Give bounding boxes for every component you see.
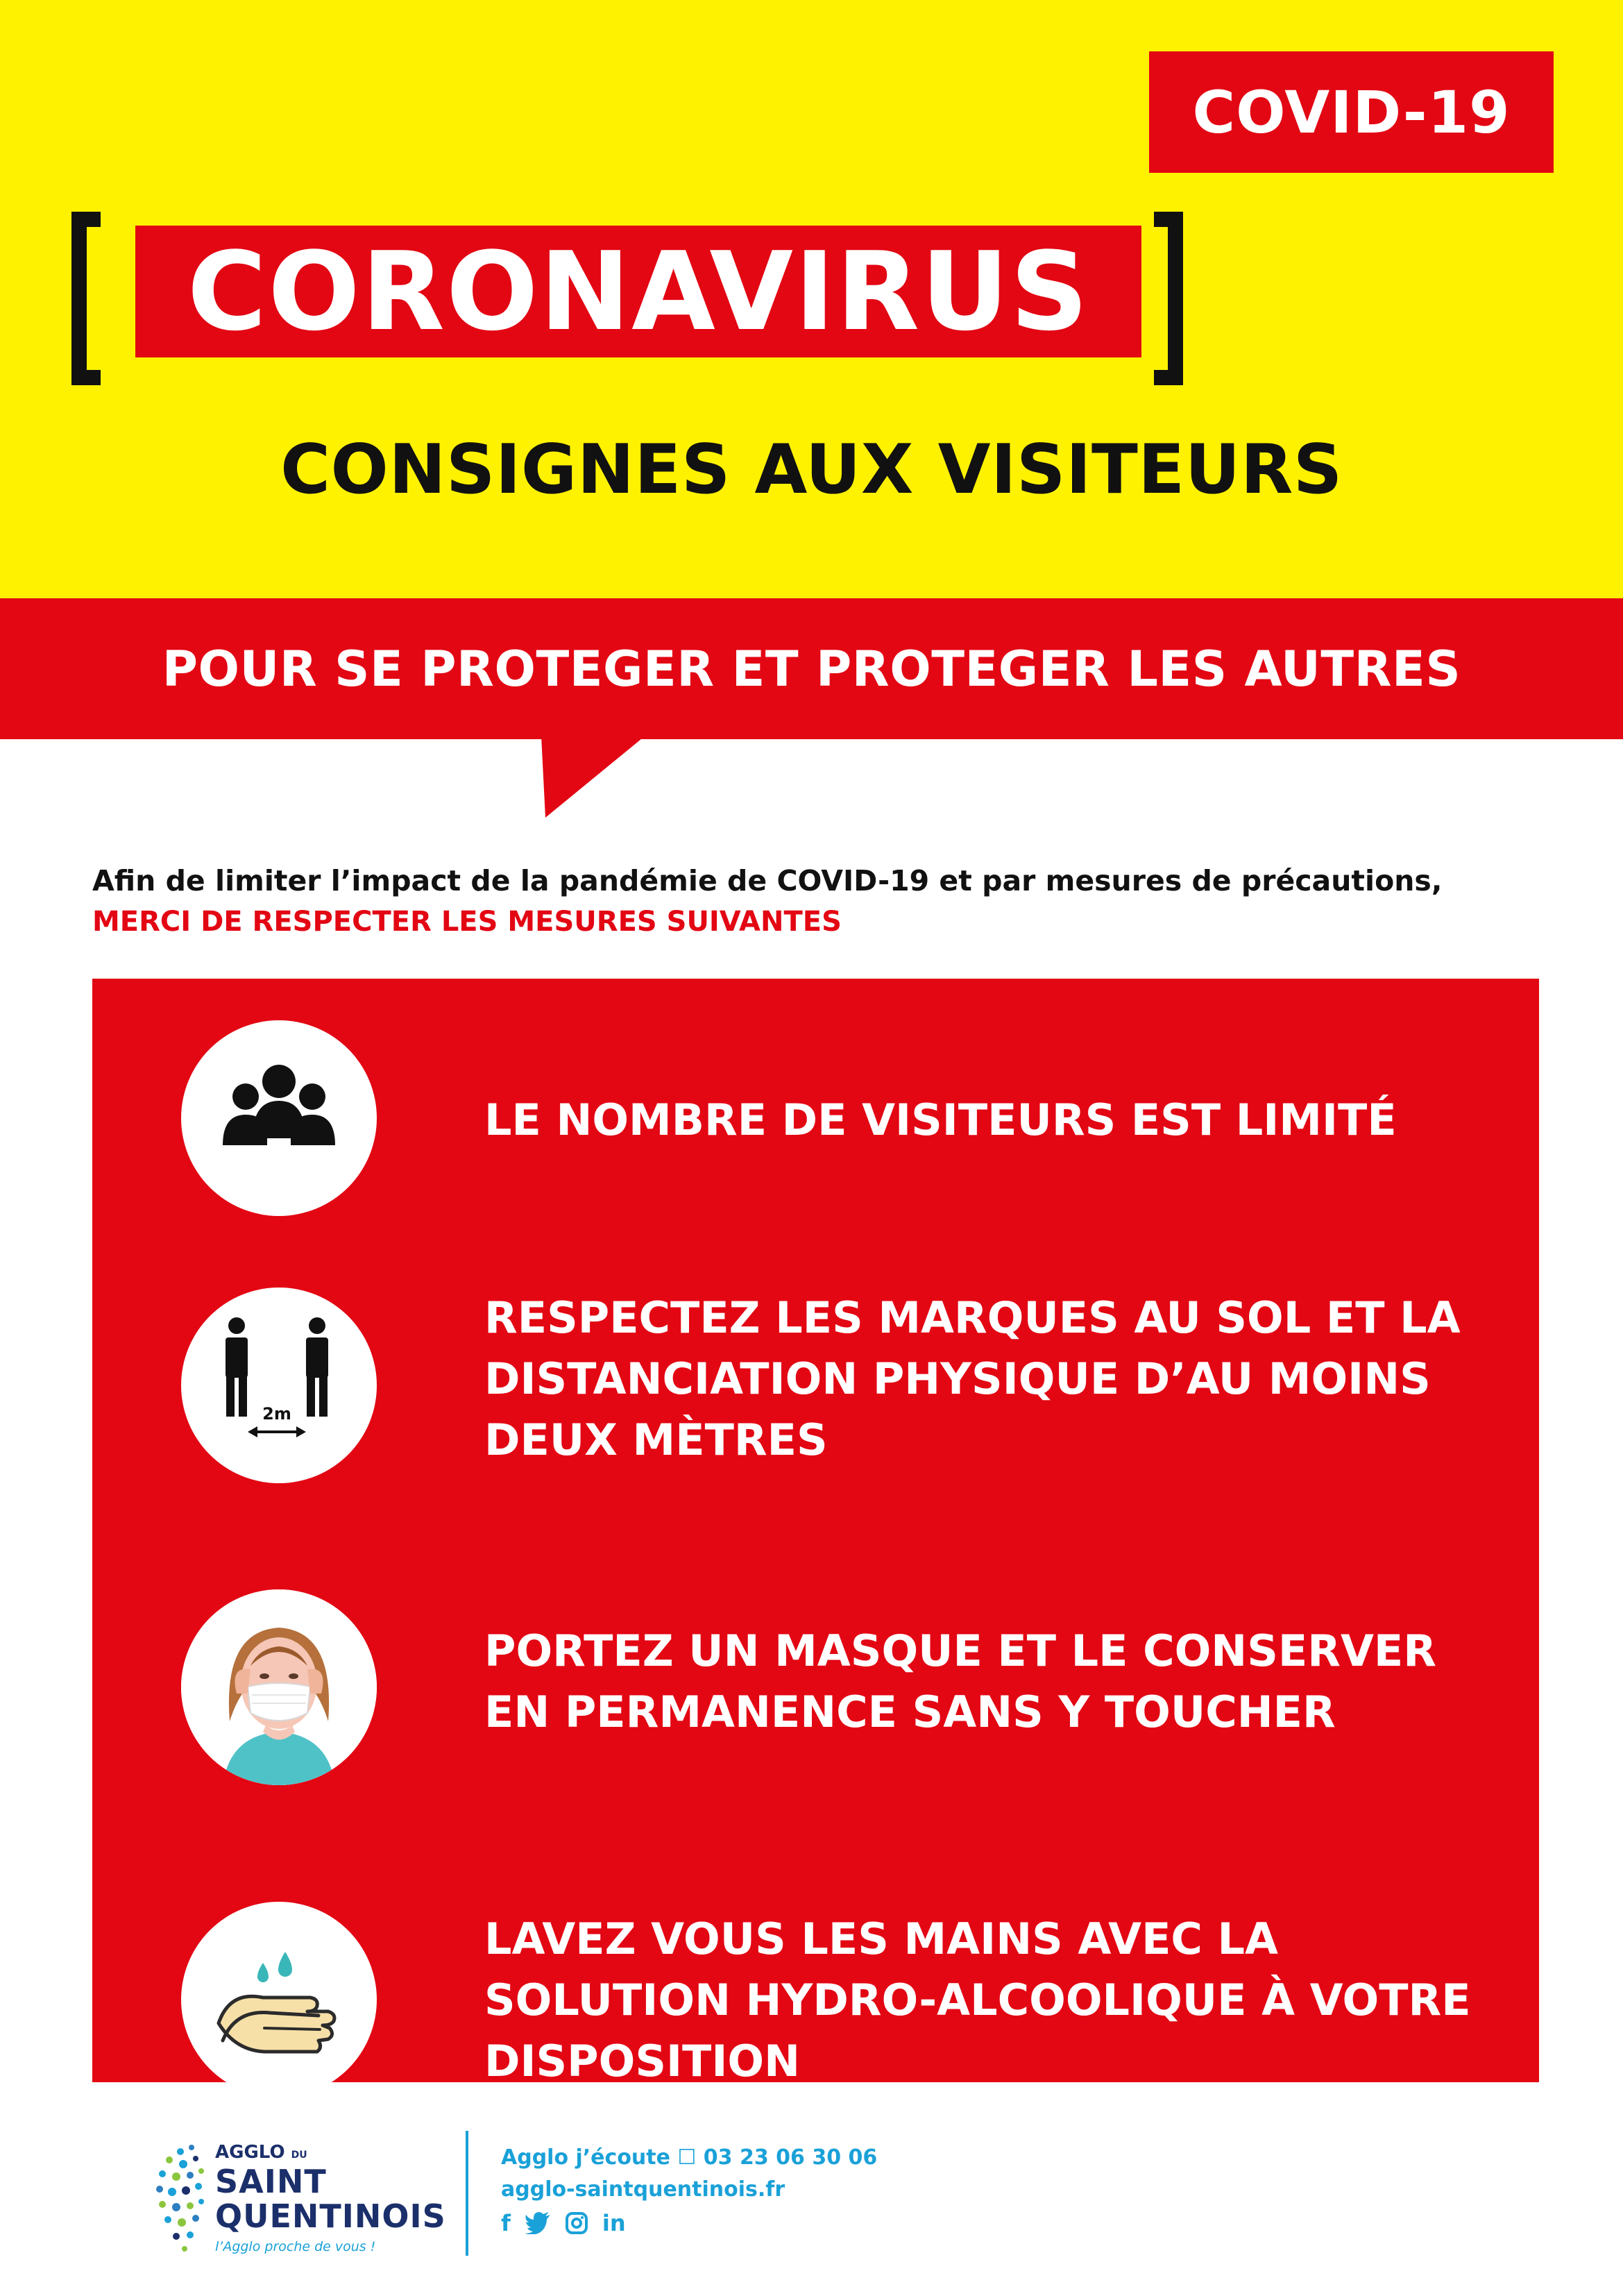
intro-line: Afin de limiter l’impact de la pandémie de COVID-19 et par mesures de précautions, bbox=[92, 864, 1443, 897]
logo-dots-icon bbox=[153, 2138, 215, 2263]
distance-2m-icon bbox=[181, 1288, 377, 1483]
measure-item bbox=[92, 1902, 1539, 2110]
measure-text: RESPECTEZ LES MARQUES AU SOL ET LA DISTANCIATION PHYSIQUE D’AU MOINS DEUX MÈTRES bbox=[484, 1292, 1461, 1465]
logo-quentinois: QUENTINOIS bbox=[215, 2197, 446, 2235]
measure-item bbox=[92, 1288, 1539, 1496]
linkedin-icon[interactable]: in bbox=[602, 2210, 626, 2236]
phone-line: Agglo j’écoute ☐ 03 23 06 30 06 bbox=[501, 2145, 878, 2170]
banner: POUR SE PROTEGER ET PROTEGER LES AUTRES bbox=[0, 598, 1623, 739]
footer-divider bbox=[466, 2131, 468, 2256]
measures-panel bbox=[92, 979, 1539, 2086]
logo-agglo: AGGLO DU bbox=[215, 2142, 307, 2163]
mask-woman-icon bbox=[181, 1589, 377, 1785]
intro bbox=[92, 861, 1549, 942]
headline: CORONAVIRUS bbox=[135, 226, 1141, 357]
contact-block bbox=[501, 2142, 877, 2239]
group-people-icon bbox=[181, 1020, 377, 1216]
measure-text: LAVEZ VOUS LES MAINS AVEC LA SOLUTION HYDRO-ALCOOLIQUE À VOTRE DISPOSITION bbox=[484, 1914, 1471, 2086]
logo-tagline: l’Agglo proche de vous ! bbox=[215, 2239, 376, 2254]
logo-saint: SAINT bbox=[215, 2163, 327, 2200]
agglo-logo bbox=[153, 2138, 444, 2263]
distance-label: 2m bbox=[262, 1404, 291, 1424]
instagram-icon[interactable] bbox=[565, 2211, 588, 2235]
social-links bbox=[501, 2207, 877, 2239]
measure-text: PORTEZ UN MASQUE ET LE CONSERVER EN PERMANENCE SANS Y TOUCHER bbox=[484, 1626, 1437, 1737]
measure-item bbox=[92, 1589, 1539, 1798]
facebook-icon[interactable]: f bbox=[501, 2210, 511, 2236]
right-bracket bbox=[1154, 212, 1183, 385]
subtitle: CONSIGNES AUX VISITEURS bbox=[280, 430, 1343, 509]
intro-emphasis: MERCI DE RESPECTER LES MESURES SUIVANTES bbox=[92, 906, 842, 938]
measure-item bbox=[92, 1020, 1539, 1235]
hand-wash-icon bbox=[181, 1902, 377, 2097]
covid-badge: COVID-19 bbox=[1149, 51, 1554, 173]
website-link[interactable]: agglo-saintquentinois.fr bbox=[501, 2177, 785, 2202]
measure-text: LE NOMBRE DE VISITEURS EST LIMITÉ bbox=[484, 1095, 1397, 1145]
speech-tail-icon bbox=[541, 736, 659, 819]
left-bracket bbox=[71, 212, 101, 385]
twitter-icon[interactable] bbox=[525, 2212, 551, 2234]
